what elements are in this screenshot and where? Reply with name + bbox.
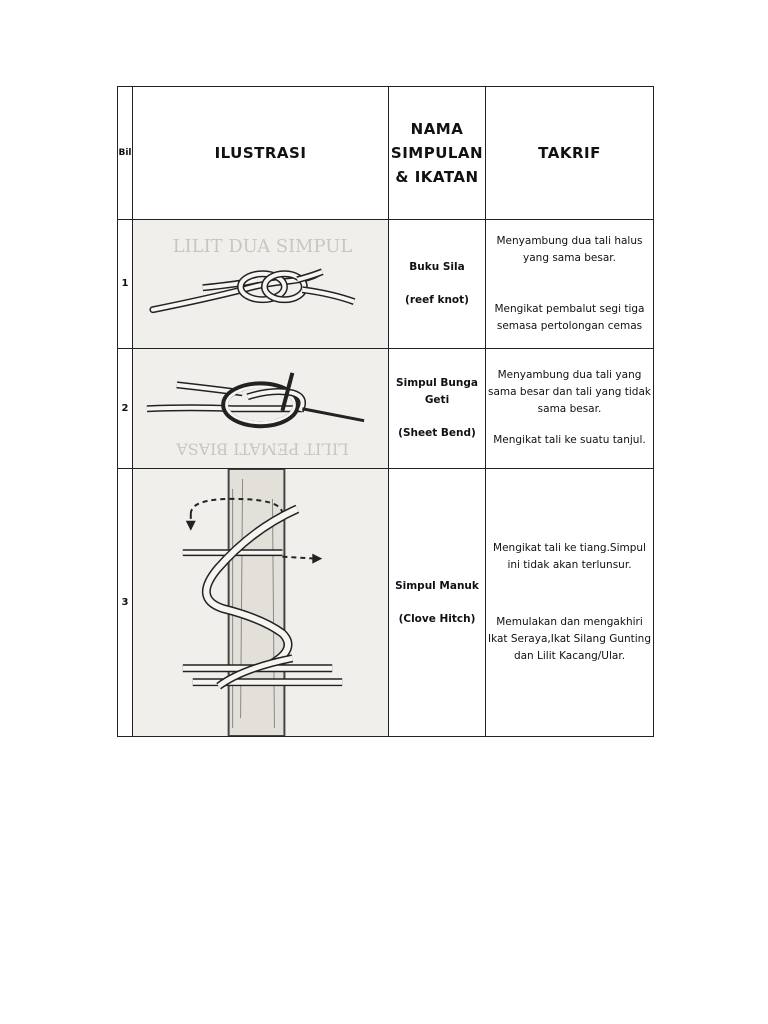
takrif-text: Memulakan dan mengakhiri Ikat Seraya,Ikat Silang Gunting dan Lilit Kacang/Ular.	[487, 616, 652, 663]
row-number: 2	[118, 348, 133, 469]
knot-name: Simpul Manuk	[395, 579, 479, 592]
takrif-text: Menyambung dua tali yang sama besar dan tali yang tidak sama besar.	[488, 369, 651, 416]
sheet-bend-drawing	[133, 349, 388, 469]
row-number: 3	[118, 469, 133, 737]
knot-name-cell	[389, 348, 486, 469]
header-bil: Bil	[118, 87, 133, 220]
header-takrif: TAKRIF	[486, 87, 654, 220]
header-nama-line1: NAMA	[410, 120, 464, 138]
header-ilustrasi: ILUSTRASI	[133, 87, 389, 220]
header-nama-line3: & IKATAN	[395, 168, 479, 186]
row-number: 1	[118, 220, 133, 349]
knot-name: Simpul Bunga Geti	[396, 376, 478, 406]
reef-knot-illustration	[133, 220, 389, 349]
faded-background-text: LILIT DUA SIMPUL	[172, 235, 353, 257]
takrif-cell	[486, 469, 654, 737]
knot-name-cell	[389, 469, 486, 737]
takrif-text: Mengikat tali ke suatu tanjul.	[493, 434, 646, 447]
faded-background-text: LILIT PEMATI BIASA	[176, 439, 349, 459]
clove-hitch-drawing	[133, 469, 388, 736]
table-row	[118, 469, 654, 737]
takrif-text: Menyambung dua tali halus yang sama besar.	[496, 234, 643, 264]
knot-name-english: (Sheet Bend)	[398, 426, 476, 439]
takrif-text: Mengikat pembalut segi tiga semasa pertolongan cemas	[494, 302, 645, 332]
takrif-cell	[486, 348, 654, 469]
table-header-row	[118, 87, 654, 220]
header-nama	[389, 87, 486, 220]
knots-table	[117, 86, 654, 737]
knot-name-english: (reef knot)	[405, 293, 469, 306]
table-row	[118, 348, 654, 469]
clove-hitch-illustration	[133, 469, 389, 737]
knot-name: Buku Sila	[409, 260, 465, 273]
reef-knot-drawing	[133, 220, 388, 348]
knot-name-english: (Clove Hitch)	[398, 612, 476, 625]
header-nama-line2: SIMPULAN	[390, 144, 484, 162]
knot-name-cell	[389, 220, 486, 349]
takrif-text: Mengikat tali ke tiang.Simpul ini tidak akan terlunsur.	[493, 542, 646, 572]
table-row	[118, 220, 654, 349]
sheet-bend-illustration	[133, 348, 389, 469]
takrif-cell	[486, 220, 654, 349]
